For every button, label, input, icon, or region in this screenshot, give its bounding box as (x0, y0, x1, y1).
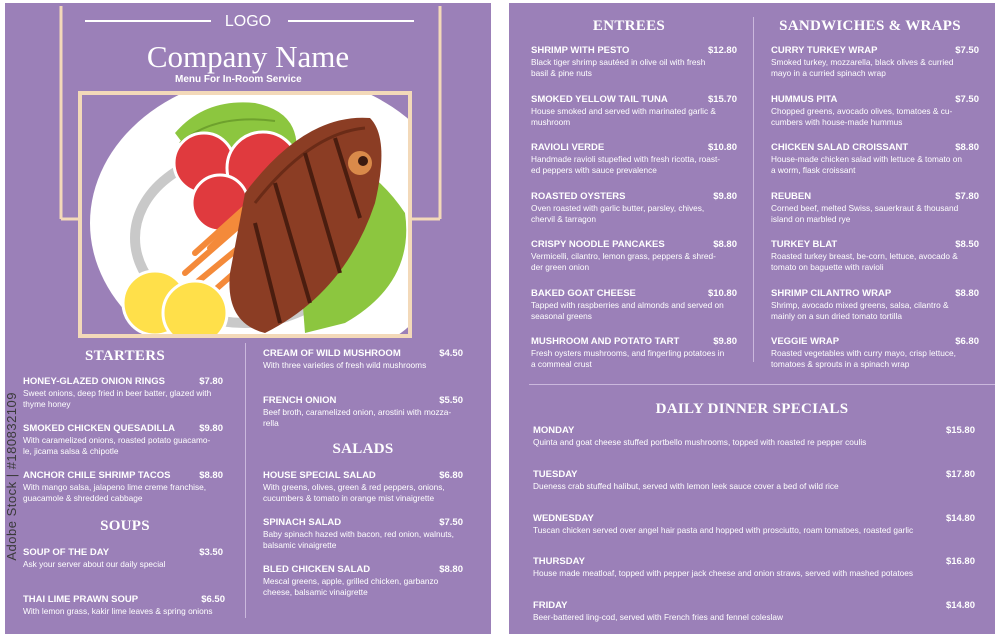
menu-subtitle: Menu For In-Room Service (175, 74, 302, 85)
item-name: SHRIMP CILANTRO WRAP (771, 288, 892, 299)
menu-item (771, 288, 979, 322)
menu-item (263, 564, 463, 598)
item-name: BLED CHICKEN SALAD (263, 564, 371, 575)
special-description: House made meatloaf, topped with pepper jack cheese and onion straws, served with mashed potatoes (533, 568, 914, 578)
menu-item (771, 45, 979, 79)
item-description: Mescal greens, apple, grilled chicken, garbanzo cheese, balsamic vinaigrette (263, 576, 439, 597)
special-price: $14.80 (945, 600, 975, 611)
item-description: Chopped greens, avocado olives, tomatoes & cu- cumbers with house-made hummus (771, 106, 953, 127)
special-price: $16.80 (945, 556, 975, 567)
special-item (533, 513, 975, 536)
item-description: With lemon grass, kakir lime leaves & spring onions (23, 606, 213, 616)
menu-item (263, 395, 463, 429)
special-price: $15.80 (945, 425, 975, 436)
item-price: $7.50 (955, 94, 979, 105)
item-description: Handmade ravioli stupefied with fresh ricotta, roast- ed peppers with sauce prevalence (531, 154, 721, 175)
special-day: TUESDAY (533, 469, 578, 480)
item-description: Oven roasted with garlic butter, parsley, chives, chervil & tarragon (531, 203, 705, 224)
item-price: $6.80 (439, 470, 463, 481)
item-name: HONEY-GLAZED ONION RINGS (23, 376, 165, 387)
column-divider (245, 343, 246, 618)
special-day: WEDNESDAY (533, 513, 594, 524)
item-name: CURRY TURKEY WRAP (771, 45, 878, 56)
item-price: $8.80 (955, 142, 979, 153)
item-name: HOUSE SPECIAL SALAD (263, 470, 376, 481)
item-description: Baby spinach hazed with bacon, red onion, walnuts, balsamic vinaigrette (263, 529, 454, 550)
item-name: BAKED GOAT CHEESE (531, 288, 636, 299)
menu-item (531, 191, 737, 225)
special-description: Tuscan chicken served over angel hair pasta and hopped with prosciutto, roam tomatoes, roasted garlic (533, 525, 914, 535)
food-illustration (5, 3, 491, 343)
left-menu-page (5, 3, 491, 634)
item-description: Roasted vegetables with curry mayo, crisp lettuce, tomatoes & sprouts in a spinach wrap (771, 348, 956, 369)
logo: LOGO (224, 13, 272, 30)
menu-item (23, 376, 223, 410)
item-price: $7.80 (199, 376, 223, 387)
menu-item (23, 594, 225, 617)
special-item (533, 556, 975, 579)
special-day: FRIDAY (533, 600, 568, 611)
item-price: $8.80 (439, 564, 463, 575)
menu-item (23, 470, 223, 504)
item-price: $8.80 (713, 239, 737, 250)
special-price: $17.80 (945, 469, 975, 480)
section-title-entrees: ENTREES (592, 18, 666, 34)
menu-item (531, 288, 737, 322)
menu-item (531, 45, 737, 79)
menu-item (263, 348, 463, 371)
item-name: MUSHROOM AND POTATO TART (531, 336, 680, 347)
menu-item (531, 94, 737, 128)
menu-item (771, 94, 979, 128)
item-description: With mango salsa, jalapeno lime creme franchise, guacamole & shredded cabbage (23, 482, 207, 503)
menu-item (771, 336, 979, 370)
special-description: Dueness crab stuffed halibut, served with lemon leek sauce cover a bed of wild rice (533, 481, 839, 491)
special-day: MONDAY (533, 425, 575, 436)
right-menu-page (509, 3, 995, 634)
item-name: SHRIMP WITH PESTO (531, 45, 630, 56)
item-name: SMOKED CHICKEN QUESADILLA (23, 423, 176, 434)
item-price: $7.50 (439, 517, 463, 528)
item-description: With three varieties of fresh wild mushrooms (263, 360, 427, 370)
menu-item (263, 517, 463, 551)
menu-item (23, 423, 223, 457)
item-description: Tapped with raspberries and almonds and served on seasonal greens (531, 300, 724, 321)
section-title-soups: SOUPS (100, 518, 150, 534)
item-name: TURKEY BLAT (771, 239, 838, 250)
item-name: VEGGIE WRAP (771, 336, 840, 347)
menu-item (531, 142, 737, 176)
special-day: THURSDAY (533, 556, 585, 567)
special-description: Beer-battered ling-cod, served with French fries and fennel coleslaw (533, 612, 783, 622)
item-name: SPINACH SALAD (263, 517, 342, 528)
item-description: Sweet onions, deep fried in beer batter, glazed with thyme honey (23, 388, 212, 409)
item-name: CHICKEN SALAD CROISSANT (771, 142, 909, 153)
item-price: $7.80 (955, 191, 979, 202)
menu-item (23, 547, 223, 570)
item-name: REUBEN (771, 191, 812, 202)
company-name: Company Name (146, 39, 350, 74)
section-title-sandwiches: SANDWICHES & WRAPS (779, 18, 961, 34)
item-description: Fresh oysters mushrooms, and fingerling potatoes in a commeal crust (531, 348, 725, 369)
item-price: $8.50 (955, 239, 979, 250)
item-price: $6.80 (955, 336, 979, 347)
item-description: House smoked and served with marinated garlic & mushroom (531, 106, 716, 127)
item-description: Roasted turkey breast, be-corn, lettuce, avocado & tomato on baguette with ravioli (771, 251, 958, 272)
menu-item (771, 239, 979, 273)
item-description: With caramelized onions, roasted potato guacamo- le, jicama salsa & chipotle (23, 435, 211, 456)
column-divider (753, 17, 754, 362)
section-title-starters: STARTERS (85, 348, 165, 364)
item-description: House-made chicken salad with lettuce & tomato on a worm, flask croissant (771, 154, 962, 175)
item-name: SOUP OF THE DAY (23, 547, 110, 558)
item-description: Beef broth, caramelized onion, arostini with mozza- rella (263, 407, 452, 428)
item-name: HUMMUS PITA (771, 94, 838, 105)
special-price: $14.80 (945, 513, 975, 524)
item-price: $5.50 (439, 395, 463, 406)
item-price: $4.50 (439, 348, 463, 359)
item-name: ROASTED OYSTERS (531, 191, 626, 202)
item-description: Ask your server about our daily special (23, 559, 166, 569)
section-title-specials: DAILY DINNER SPECIALS (655, 401, 849, 417)
menu-item (771, 142, 979, 176)
item-name: RAVIOLI VERDE (531, 142, 605, 153)
item-description: Shrimp, avocado mixed greens, salsa, cilantro & mainly on a sun dried tomato tortilla (771, 300, 949, 321)
item-name: ANCHOR CHILE SHRIMP TACOS (23, 470, 171, 481)
item-description: Black tiger shrimp sautéed in olive oil with fresh basil & pine nuts (531, 57, 706, 78)
special-description: Quinta and goat cheese stuffed portbello mushrooms, topped with roasted re pepper coulis (533, 437, 867, 447)
item-name: CREAM OF WILD MUSHROOM (263, 348, 401, 359)
menu-item (263, 470, 463, 504)
item-price: $7.50 (955, 45, 979, 56)
item-description: With greens, olives, green & red peppers, onions, cucumbers & tomato in orange mist vinaigrette (263, 482, 445, 503)
item-price: $9.80 (199, 423, 223, 434)
item-name: SMOKED YELLOW TAIL TUNA (531, 94, 668, 105)
item-description: Vermicelli, cilantro, lemon grass, peppers & shred- der green onion (531, 251, 716, 272)
item-price: $9.80 (713, 336, 737, 347)
menu-item (771, 191, 979, 225)
item-price: $10.80 (707, 288, 737, 299)
item-name: THAI LIME PRAWN SOUP (23, 594, 139, 605)
item-name: FRENCH ONION (263, 395, 337, 406)
special-item (533, 469, 975, 492)
specials-divider (529, 384, 995, 385)
item-description: Smoked turkey, mozzarella, black olives & curried mayo in a curried spinach wrap (771, 57, 954, 78)
item-price: $6.50 (201, 594, 225, 605)
item-price: $3.50 (199, 547, 223, 558)
menu-item (531, 239, 737, 273)
item-description: Corned beef, melted Swiss, sauerkraut & thousand island on marbled rye (771, 203, 959, 224)
item-name: CRISPY NOODLE PANCAKES (531, 239, 665, 250)
item-price: $8.80 (199, 470, 223, 481)
section-title-salads: SALADS (332, 441, 394, 457)
special-item (533, 425, 975, 448)
stock-watermark: Adobe Stock | #180832109 (4, 392, 19, 561)
item-price: $12.80 (707, 45, 737, 56)
item-price: $9.80 (713, 191, 737, 202)
menu-item (531, 336, 737, 370)
item-price: $15.70 (707, 94, 737, 105)
special-item (533, 600, 975, 623)
item-price: $8.80 (955, 288, 979, 299)
item-price: $10.80 (707, 142, 737, 153)
